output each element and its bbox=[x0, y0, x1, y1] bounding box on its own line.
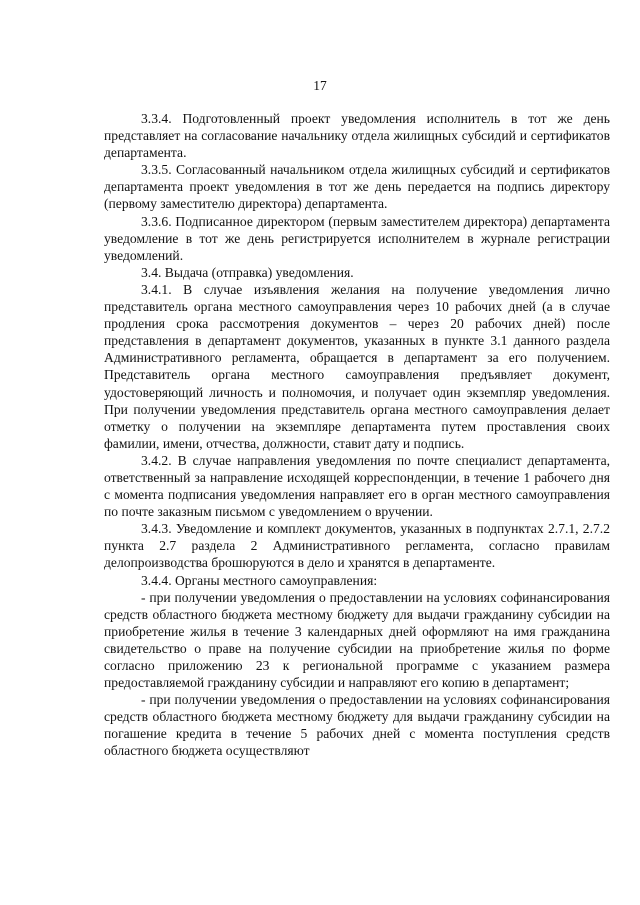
paragraph-3-4: 3.4. Выдача (отправка) уведомления. bbox=[141, 264, 354, 280]
paragraph-3-3-4: 3.3.4. Подготовленный проект уведомления исполнитель в тот же день представляет на согласование начальнику отдела жилищных субсидий и сертификатов департамента. bbox=[104, 111, 610, 161]
list-item-credit-subsidy: - при получении уведомления о предоставлении на условиях софинансирования средств областного бюджета местному бюджету для выдачи гражданину субсидии на погашение кредита в течение 5 рабочих дней с момента поступления средств областного бюджета осуществляют bbox=[104, 692, 610, 759]
paragraph-3-3-5: 3.3.5. Согласованный начальником отдела жилищных субсидий и сертификатов департамента проект уведомления в тот же день передается на подпись директору (первому заместителю директора) департамента. bbox=[104, 162, 610, 212]
paragraph-3-3-6: 3.3.6. Подписанное директором (первым заместителем директора) департамента уведомление в тот же день регистрируется исполнителем в журнале регистрации уведомлений. bbox=[104, 213, 610, 263]
paragraph-3-4-2: 3.4.2. В случае направления уведомления по почте специалист департамента, ответственный за направление исходящей корреспонденции, в течение 1 рабочего дня с момента подписания уведомления направляет его в орган местного самоуправления по почте заказным письмом с уведомлением о вручении. bbox=[104, 452, 610, 520]
list-item-purchase-subsidy: - при получении уведомления о предоставлении на условиях софинансирования средств областного бюджета местному бюджету для выдачи гражданину субсидии на приобретение жилья в течение 3 календарных дней оформляют на имя гражданина свидетельство о праве на получение субсидии на приобретение жилья по форме согласно приложению 23 к региональной программе с указанием размера предоставляемой гражданину субсидии и направляют его копию в департамент; bbox=[104, 589, 610, 691]
paragraph-3-4-4: 3.4.4. Органы местного самоуправления: bbox=[141, 572, 378, 588]
paragraph-3-4-3: 3.4.3. Уведомление и комплект документов, указанных в подпунктах 2.7.1, 2.7.2 пункта 2.7 раздела 2 Административного регламента, согласно правилам делопроизводства брошюруются в дело и хранятся в департаменте. bbox=[104, 521, 610, 571]
paragraph-3-4-1: 3.4.1. В случае изъявления желания на получение уведомления лично представитель органа местного самоуправления через 10 рабочих дней (а в случае продления срока рассмотрения документов – через 20 рабочих дней) после представления в департамент документов, указанных в пункте 3.1 данного раздела Административного регламента, обращается в департамент за его получением. Представитель органа местного самоуправления предъявляет документ, удостоверяющий личность и полномочия, и получает один экземпляр уведомления. При получении уведомления представитель органа местного самоуправления делает отметку о получении на экземпляре департамента путем проставления своих фамилии, имени, отчества, должности, ставит дату и подпись. bbox=[104, 281, 610, 451]
page-number: 17 bbox=[313, 78, 327, 93]
document-body bbox=[104, 110, 610, 760]
